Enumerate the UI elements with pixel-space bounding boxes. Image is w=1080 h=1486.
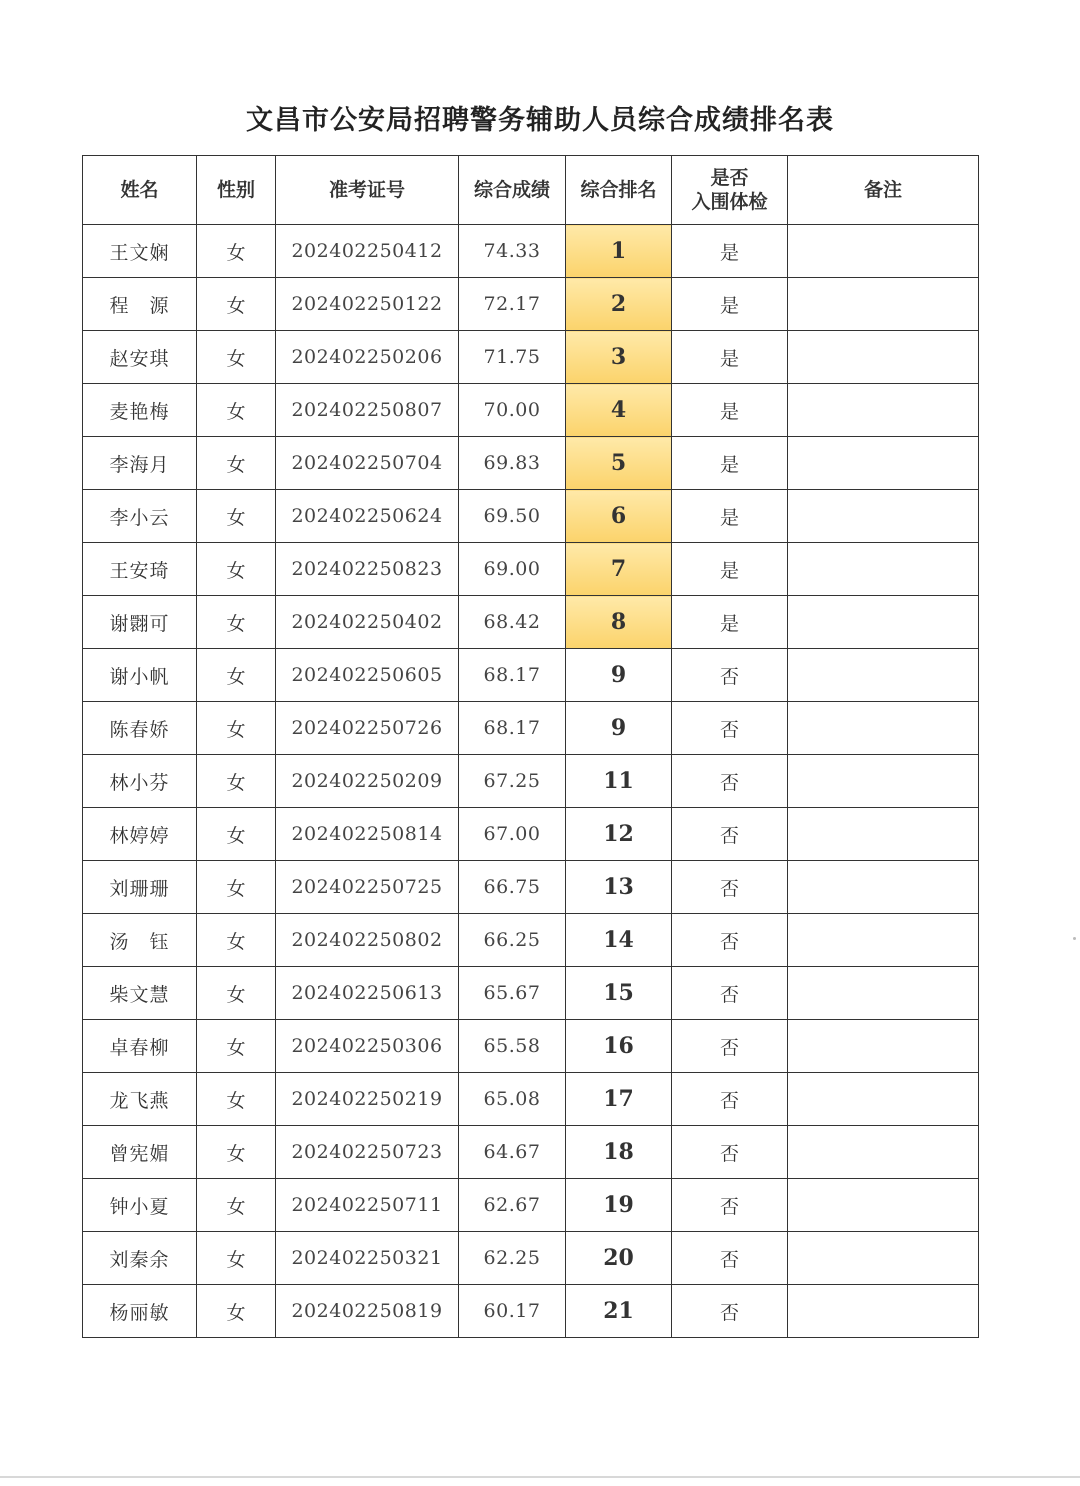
cell-name: 刘秦余 [83,1232,197,1285]
cell-score: 70.00 [459,384,566,437]
ranking-table [82,155,979,1338]
cell-name: 程 源 [83,278,197,331]
cell-remark [788,384,979,437]
table-row [83,596,979,649]
cell-rank: 4 [566,384,672,437]
cell-exam-no: 202402250605 [276,649,459,702]
cell-pass: 否 [672,914,788,967]
cell-exam-no: 202402250723 [276,1126,459,1179]
cell-name: 柴文慧 [83,967,197,1020]
cell-exam-no: 202402250725 [276,861,459,914]
cell-pass: 否 [672,1020,788,1073]
cell-rank: 11 [566,755,672,808]
header-rank: 综合排名 [566,156,672,225]
cell-exam-no: 202402250402 [276,596,459,649]
cell-exam-no: 202402250122 [276,278,459,331]
table-row [83,967,979,1020]
cell-gender: 女 [197,808,276,861]
cell-name: 龙飞燕 [83,1073,197,1126]
scan-edge [0,1476,1080,1478]
cell-rank: 17 [566,1073,672,1126]
table-row [83,914,979,967]
table-row [83,437,979,490]
table-row [83,702,979,755]
cell-pass: 否 [672,808,788,861]
cell-exam-no: 202402250219 [276,1073,459,1126]
cell-score: 68.17 [459,702,566,755]
cell-score: 69.83 [459,437,566,490]
cell-score: 74.33 [459,225,566,278]
header-gender: 性别 [197,156,276,225]
header-row [83,156,979,225]
cell-remark [788,1073,979,1126]
cell-pass: 否 [672,755,788,808]
cell-name: 王文娴 [83,225,197,278]
cell-remark [788,649,979,702]
cell-name: 杨丽敏 [83,1285,197,1338]
cell-gender: 女 [197,543,276,596]
cell-rank: 19 [566,1179,672,1232]
cell-rank: 5 [566,437,672,490]
header-pass-line2: 入围体检 [691,191,768,213]
cell-remark [788,1285,979,1338]
table-row [83,331,979,384]
cell-gender: 女 [197,1073,276,1126]
cell-gender: 女 [197,914,276,967]
cell-remark [788,437,979,490]
cell-rank: 16 [566,1020,672,1073]
cell-score: 67.25 [459,755,566,808]
cell-gender: 女 [197,278,276,331]
cell-pass: 否 [672,1232,788,1285]
cell-gender: 女 [197,702,276,755]
header-score: 综合成绩 [459,156,566,225]
cell-rank: 18 [566,1126,672,1179]
cell-exam-no: 202402250306 [276,1020,459,1073]
scan-speck [1073,937,1076,940]
cell-exam-no: 202402250412 [276,225,459,278]
cell-score: 72.17 [459,278,566,331]
cell-score: 67.00 [459,808,566,861]
table-row [83,1073,979,1126]
table-row [83,1126,979,1179]
cell-rank: 3 [566,331,672,384]
cell-remark [788,861,979,914]
table-row [83,808,979,861]
cell-score: 68.42 [459,596,566,649]
header-remark: 备注 [788,156,979,225]
cell-name: 钟小夏 [83,1179,197,1232]
cell-gender: 女 [197,1179,276,1232]
cell-pass: 否 [672,1179,788,1232]
cell-score: 66.75 [459,861,566,914]
cell-name: 李海月 [83,437,197,490]
table-row [83,225,979,278]
table-row [83,755,979,808]
cell-gender: 女 [197,755,276,808]
cell-remark [788,596,979,649]
table-row [83,1232,979,1285]
cell-gender: 女 [197,1020,276,1073]
cell-name: 林小芬 [83,755,197,808]
cell-name: 李小云 [83,490,197,543]
cell-pass: 否 [672,861,788,914]
cell-gender: 女 [197,331,276,384]
cell-exam-no: 202402250209 [276,755,459,808]
cell-exam-no: 202402250823 [276,543,459,596]
table-row [83,1179,979,1232]
cell-pass: 是 [672,543,788,596]
cell-remark [788,1232,979,1285]
cell-gender: 女 [197,649,276,702]
cell-remark [788,1179,979,1232]
cell-remark [788,225,979,278]
cell-pass: 否 [672,1285,788,1338]
cell-name: 麦艳梅 [83,384,197,437]
cell-rank: 20 [566,1232,672,1285]
cell-name: 曾宪媚 [83,1126,197,1179]
cell-name: 林婷婷 [83,808,197,861]
cell-rank: 13 [566,861,672,914]
cell-name: 卓春柳 [83,1020,197,1073]
cell-rank: 7 [566,543,672,596]
cell-remark [788,967,979,1020]
cell-remark [788,543,979,596]
cell-rank: 15 [566,967,672,1020]
cell-remark [788,702,979,755]
cell-rank: 6 [566,490,672,543]
cell-pass: 否 [672,1126,788,1179]
cell-gender: 女 [197,967,276,1020]
cell-remark [788,1020,979,1073]
cell-exam-no: 202402250726 [276,702,459,755]
cell-gender: 女 [197,1126,276,1179]
cell-exam-no: 202402250802 [276,914,459,967]
cell-gender: 女 [197,861,276,914]
cell-remark [788,490,979,543]
cell-pass: 否 [672,702,788,755]
cell-exam-no: 202402250206 [276,331,459,384]
cell-score: 68.17 [459,649,566,702]
cell-rank: 1 [566,225,672,278]
cell-score: 60.17 [459,1285,566,1338]
cell-name: 汤 钰 [83,914,197,967]
cell-score: 65.08 [459,1073,566,1126]
cell-name: 谢翾可 [83,596,197,649]
cell-score: 66.25 [459,914,566,967]
cell-gender: 女 [197,437,276,490]
cell-gender: 女 [197,225,276,278]
cell-remark [788,331,979,384]
cell-exam-no: 202402250321 [276,1232,459,1285]
cell-gender: 女 [197,1232,276,1285]
cell-score: 69.50 [459,490,566,543]
cell-rank: 21 [566,1285,672,1338]
cell-pass: 否 [672,649,788,702]
table-row [83,649,979,702]
page-title: 文昌市公安局招聘警务辅助人员综合成绩排名表 [246,105,834,136]
cell-score: 64.67 [459,1126,566,1179]
header-pass [672,156,788,225]
cell-name: 刘珊珊 [83,861,197,914]
cell-pass: 是 [672,331,788,384]
cell-exam-no: 202402250819 [276,1285,459,1338]
cell-exam-no: 202402250624 [276,490,459,543]
cell-pass: 是 [672,596,788,649]
cell-rank: 12 [566,808,672,861]
cell-name: 王安琦 [83,543,197,596]
cell-rank: 8 [566,596,672,649]
cell-score: 71.75 [459,331,566,384]
cell-pass: 是 [672,490,788,543]
header-pass-line1: 是否 [710,167,749,189]
cell-rank: 9 [566,649,672,702]
cell-pass: 否 [672,1073,788,1126]
cell-pass: 是 [672,384,788,437]
cell-score: 65.67 [459,967,566,1020]
header-exam-no: 准考证号 [276,156,459,225]
table-row [83,384,979,437]
table-row [83,1020,979,1073]
cell-pass: 是 [672,278,788,331]
cell-remark [788,278,979,331]
cell-score: 65.58 [459,1020,566,1073]
cell-rank: 9 [566,702,672,755]
cell-name: 赵安琪 [83,331,197,384]
cell-pass: 是 [672,225,788,278]
table-row [83,543,979,596]
cell-name: 谢小帆 [83,649,197,702]
cell-exam-no: 202402250807 [276,384,459,437]
cell-rank: 14 [566,914,672,967]
cell-score: 62.25 [459,1232,566,1285]
cell-exam-no: 202402250814 [276,808,459,861]
table-row [83,1285,979,1338]
cell-score: 62.67 [459,1179,566,1232]
cell-remark [788,808,979,861]
cell-name: 陈春娇 [83,702,197,755]
cell-pass: 否 [672,967,788,1020]
cell-score: 69.00 [459,543,566,596]
cell-gender: 女 [197,596,276,649]
cell-exam-no: 202402250613 [276,967,459,1020]
header-name: 姓名 [83,156,197,225]
cell-remark [788,755,979,808]
cell-remark [788,1126,979,1179]
table-row [83,861,979,914]
cell-exam-no: 202402250711 [276,1179,459,1232]
table-row [83,278,979,331]
cell-rank: 2 [566,278,672,331]
cell-pass: 是 [672,437,788,490]
table-row [83,490,979,543]
cell-remark [788,914,979,967]
cell-exam-no: 202402250704 [276,437,459,490]
cell-gender: 女 [197,1285,276,1338]
cell-gender: 女 [197,490,276,543]
cell-gender: 女 [197,384,276,437]
